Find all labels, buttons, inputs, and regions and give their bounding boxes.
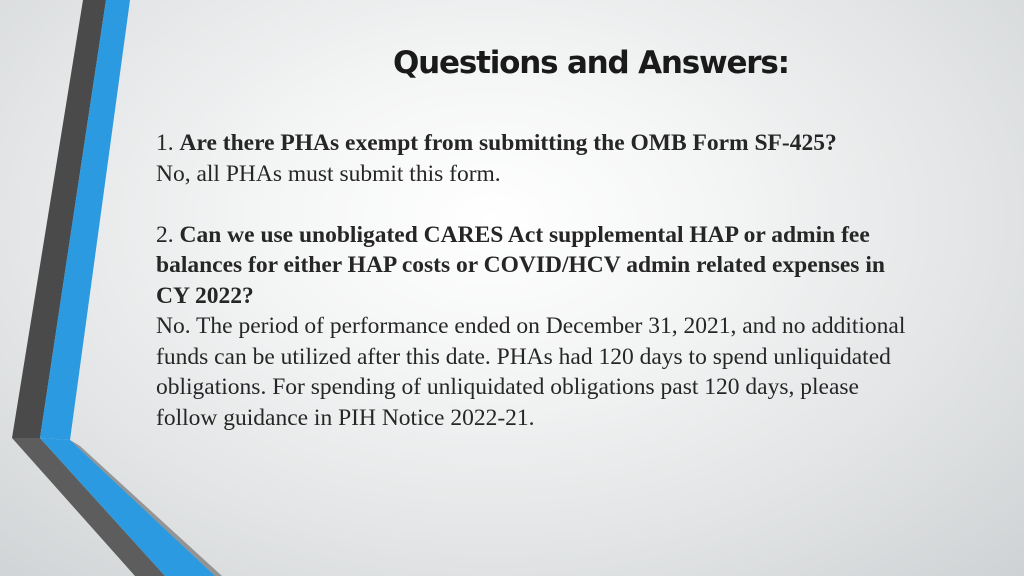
page-title: Questions and Answers: — [393, 45, 789, 81]
answer-1: No, all PHAs must submit this form. — [156, 160, 501, 187]
question-1-number: 1. — [156, 130, 180, 156]
qa-content — [156, 128, 916, 433]
question-1-text: Are there PHAs exempt from submitting the OMB Form SF-425? — [179, 130, 837, 156]
qa-item-2 — [156, 220, 916, 434]
answer-2: No. The period of performance ended on December 31, 2021, and no additional funds can be utilized after this date. PHAs had 120 days to spend unliquidated obligations. For spending of unliquidated obligations past 120 days, please follow guidance in PIH Notice 2022-21. — [156, 313, 906, 431]
question-2 — [156, 220, 916, 312]
question-2-number: 2. — [156, 221, 180, 248]
question-1 — [156, 128, 916, 159]
qa-item-1 — [156, 128, 916, 189]
question-2-text: Can we use unobligated CARES Act supplemental HAP or admin fee balances for either HAP costs or COVID/HCV admin related expenses in CY 2022? — [156, 221, 885, 309]
